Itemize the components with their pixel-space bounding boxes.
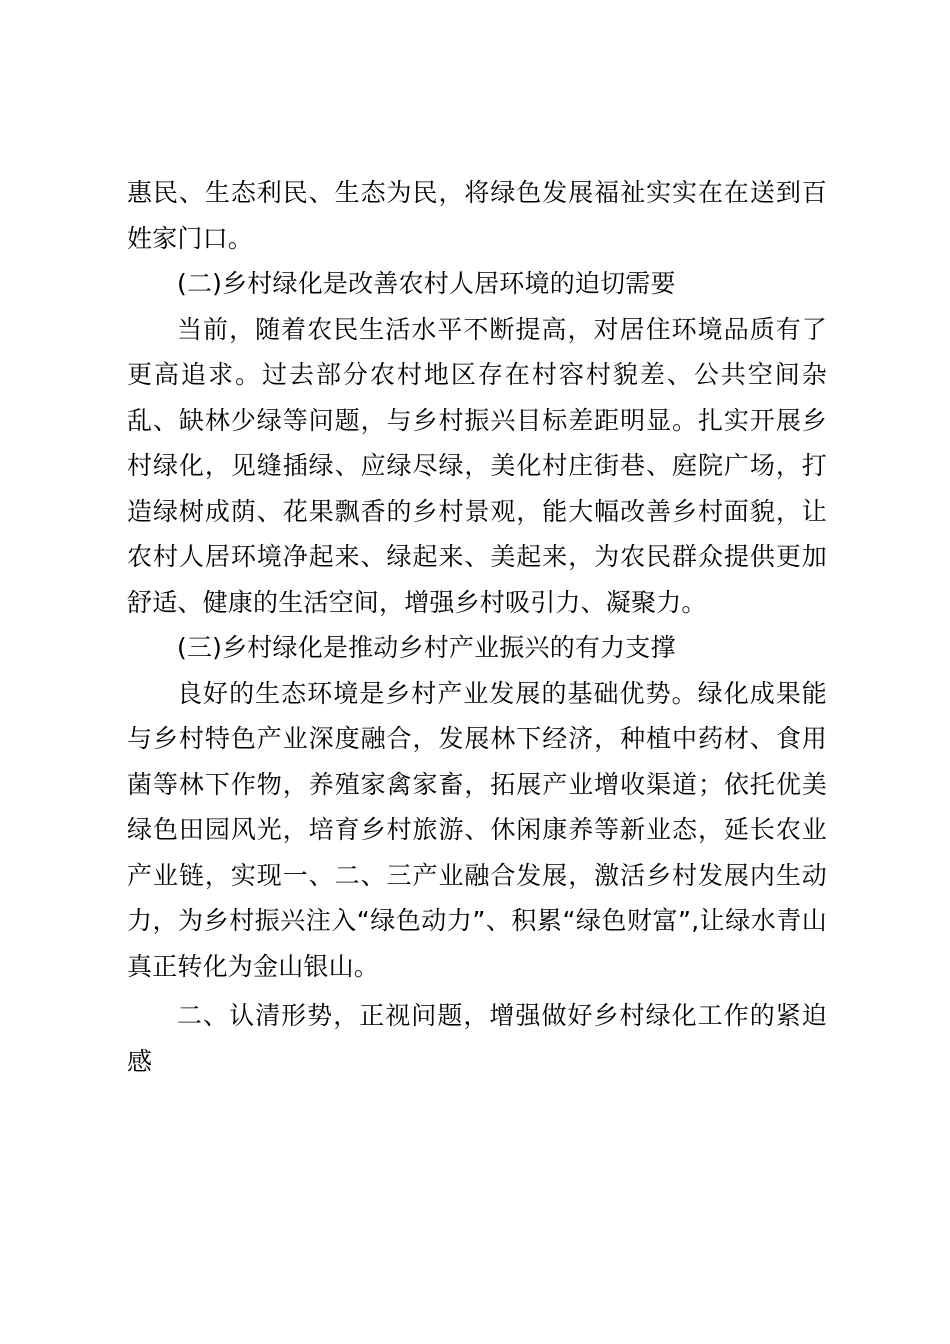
paragraph-continuation: 惠民、生态利民、生态为民，将绿色发展福祉实实在在送到百姓家门口。 [127, 178, 827, 253]
document-body [127, 170, 827, 1084]
paragraph-industry-revitalization: 良好的生态环境是乡村产业发展的基础优势。绿化成果能与乡村特色产业深度融合，发展林下经济，种植中药材、食用菌等林下作物，养殖家禽家畜，拓展产业增收渠道；依托优美绿色田园风光，培育乡村旅游、休闲康养等新业态，延长农业产业链，实现一、二、三产业融合发展，激活乡村发展内生动力，为乡村振兴注入“绿色动力”、积累“绿色财富”,让绿水青山真正转化为金山银山。 [127, 678, 827, 981]
subheading-two: (二)乡村绿化是改善农村人居环境的迫切需要 [177, 269, 676, 298]
section-heading-two: 二、认清形势，正视问题，增强做好乡村绿化工作的紧迫感 [127, 1001, 827, 1076]
subheading-three: (三)乡村绿化是推动乡村产业振兴的有力支撑 [177, 633, 676, 662]
paragraph-living-environment: 当前，随着农民生活水平不断提高，对居住环境品质有了更高追求。过去部分农村地区存在村容村貌差、公共空间杂乱、缺林少绿等问题，与乡村振兴目标差距明显。扎实开展乡村绿化，见缝插绿、应绿尽绿，美化村庄街巷、庭院广场，打造绿树成荫、花果飘香的乡村景观，能大幅改善乡村面貌，让农村人居环境净起来、绿起来、美起来，为农民群众提供更加舒适、健康的生活空间，增强乡村吸引力、凝聚力。 [127, 314, 827, 617]
